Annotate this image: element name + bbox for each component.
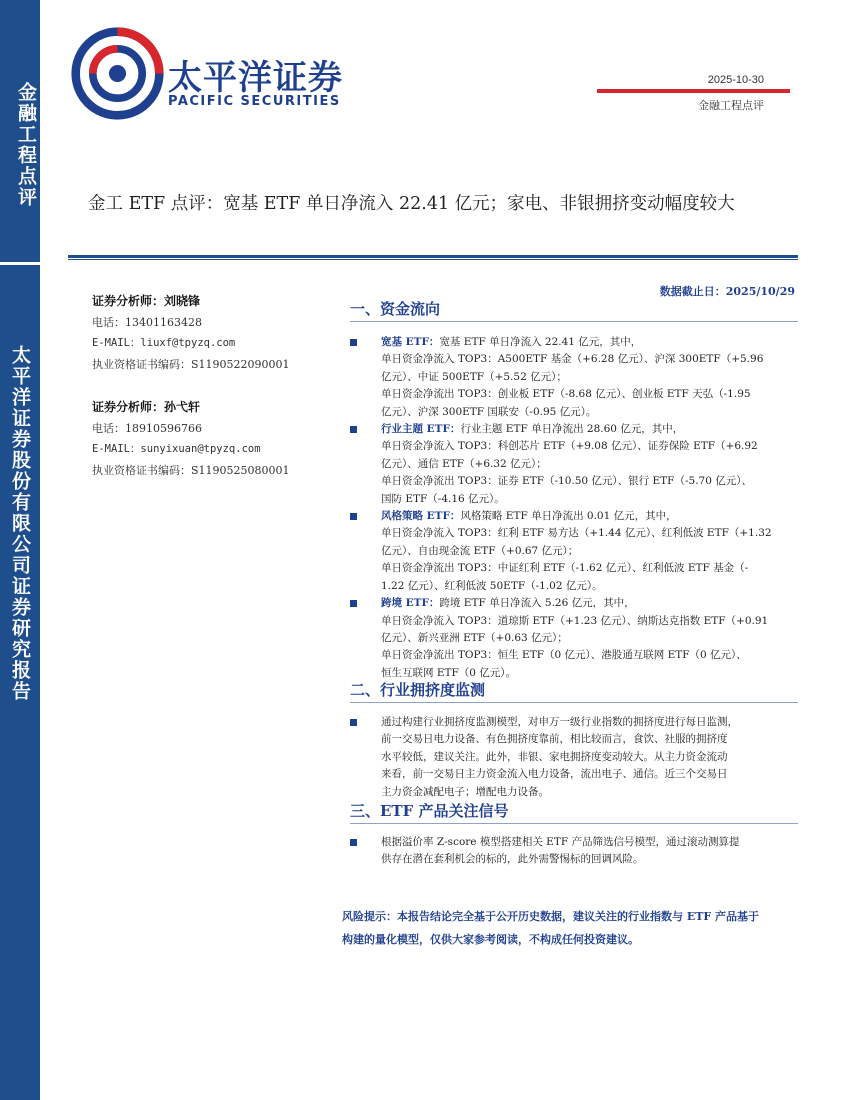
title-divider-thin <box>68 259 798 260</box>
item-text: 风格策略 ETF 单日净流出 0.01 亿元，其中， <box>460 510 677 523</box>
square-bullet-icon <box>350 339 357 346</box>
item-text: 单日资金净流出 TOP3：恒生 ETF（0 亿元）、港股通互联网 ETF（0 亿元）、 <box>381 649 747 662</box>
item-text: 亿元）、中证 500ETF（+5.52 亿元）； <box>381 370 567 383</box>
square-bullet-icon <box>350 719 357 726</box>
analyst-phone: 电话：18910596766 <box>92 422 202 435</box>
section-heading-fund-flow: 一、资金流向 <box>350 300 441 318</box>
item-text: 单日资金净流出 TOP3：中证红利 ETF（-1.62 亿元）、红利低波 ETF 基金（- <box>381 562 749 575</box>
section-heading-etf-signal: 三、ETF 产品关注信号 <box>350 802 509 820</box>
item-text: 国防 ETF（-4.16 亿元）。 <box>381 492 505 505</box>
square-bullet-icon <box>350 839 357 846</box>
item-text: 1.22 亿元）、红利低波 50ETF（-1.02 亿元）。 <box>381 579 603 592</box>
section-rule <box>350 702 798 703</box>
list-item <box>350 595 800 682</box>
analyst-name: 证券分析师：孙弋轩 <box>92 400 201 414</box>
item-text: 单日资金净流入 TOP3：A500ETF 基金（+6.28 亿元）、沪深 300ETF（+5.96 <box>381 353 764 366</box>
item-text: 来看，前一交易日主力资金流入电力设备，流出电子、通信。近三个交易日 <box>381 768 728 781</box>
analyst-license: 执业资格证书编码：S1190522090001 <box>92 358 290 371</box>
item-text: 前一交易日电力设备、有色拥挤度靠前，相比较而言，食饮、社服的拥挤度 <box>381 733 728 746</box>
item-text: 通过构建行业拥挤度监测模型，对申万一级行业指数的拥挤度进行每日监测， <box>381 716 738 728</box>
section-rule <box>350 321 798 322</box>
list-item <box>350 421 800 508</box>
item-text: 单日资金净流入 TOP3：道琼斯 ETF（+1.23 亿元）、纳斯达克指数 ETF（+0.91 <box>381 614 769 627</box>
item-text: 主力资金减配电子；增配电力设备。 <box>381 785 549 798</box>
risk-warning <box>342 905 812 951</box>
report-title: 金工 ETF 点评：宽基 ETF 单日净流入 22.41 亿元；家电、非银拥挤变动幅度较大 <box>88 194 735 214</box>
analyst-email[interactable]: E-MAIL：liuxf@tpyzq.com <box>92 337 236 349</box>
item-label: 风格策略 ETF： <box>381 510 461 523</box>
item-text: 单日资金净流出 TOP3：创业板 ETF（-8.68 亿元）、创业板 ETF 天弘（-1.95 <box>381 388 751 401</box>
fund-flow-list <box>350 334 800 682</box>
square-bullet-icon <box>350 426 357 433</box>
item-text: 宽基 ETF 单日净流入 22.41 亿元，其中， <box>439 336 642 348</box>
analyst-card <box>92 291 290 375</box>
analyst-card <box>92 397 290 481</box>
title-divider <box>68 255 798 258</box>
company-logo-icon <box>70 26 165 121</box>
item-text: 跨境 ETF 单日净流入 5.26 亿元，其中， <box>439 597 635 610</box>
document-type: 金融工程点评 <box>698 99 764 112</box>
item-text: 亿元）、新兴亚洲 ETF（+0.63 亿元）； <box>381 631 568 644</box>
analyst-phone: 电话：13401163428 <box>92 316 202 329</box>
item-text: 亿元）、沪深 300ETF 国联安（-0.95 亿元）。 <box>381 405 597 418</box>
crowding-paragraph <box>350 714 800 801</box>
item-text: 水平较低，建议关注。此外，非银、家电拥挤度变动较大。从主力资金流动 <box>381 750 728 763</box>
sidebar-divider <box>0 262 40 265</box>
item-text: 根据溢价率 Z-score 模型搭建相关 ETF 产品筛选信号模型，通过滚动测算提 <box>381 836 740 848</box>
item-text: 恒生互联网 ETF（0 亿元）。 <box>381 666 517 679</box>
analyst-email[interactable]: E-MAIL：sunyixuan@tpyzq.com <box>92 443 261 455</box>
item-text: 单日资金净流入 TOP3：科创芯片 ETF（+9.08 亿元）、证券保险 ETF（+6.92 <box>381 440 758 453</box>
sidebar-top-label: 金融工程点评 <box>15 82 37 208</box>
item-text: 供存在潜在套利机会的标的，此外需警惕标的回调风险。 <box>381 853 644 866</box>
square-bullet-icon <box>350 513 357 520</box>
data-cutoff-date: 数据截止日：2025/10/29 <box>659 285 795 298</box>
item-text: 亿元）、自由现金流 ETF（+0.67 亿元）； <box>381 544 579 557</box>
item-label: 宽基 ETF： <box>381 336 440 348</box>
item-text: 单日资金净流出 TOP3：证券 ETF（-10.50 亿元）、银行 ETF（-5.70 亿元）、 <box>381 475 752 488</box>
section-heading-crowding: 二、行业拥挤度监测 <box>350 681 486 699</box>
item-text: 行业主题 ETF 单日净流出 28.60 亿元，其中， <box>460 423 684 436</box>
square-bullet-icon <box>350 600 357 607</box>
risk-warning-line: 风险提示：本报告结论完全基于公开历史数据，建议关注的行业指数与 ETF 产品基于 <box>342 910 760 923</box>
list-item <box>350 508 800 595</box>
item-label: 跨境 ETF： <box>381 597 440 610</box>
analyst-license: 执业资格证书编码：S1190525080001 <box>92 464 290 477</box>
brand-name-cn: 太平洋证券 <box>168 58 343 98</box>
report-date: 2025-10-30 <box>707 74 764 86</box>
list-item <box>350 834 800 869</box>
brand-name-en: PACIFIC SECURITIES <box>168 94 341 109</box>
section-rule <box>350 823 798 824</box>
risk-warning-line: 构建的量化模型，仅供大家参考阅读，不构成任何投资建议。 <box>342 933 639 946</box>
sidebar-bottom-label: 太平洋证券股份有限公司证券研究报告 <box>9 345 31 702</box>
header-accent-line <box>597 89 790 93</box>
item-text: 单日资金净流入 TOP3：红利 ETF 易方达（+1.44 亿元）、红利低波 ETF（+1.32 <box>381 527 772 540</box>
item-label: 行业主题 ETF： <box>381 423 461 436</box>
list-item <box>350 714 800 801</box>
list-item <box>350 334 800 421</box>
item-text: 亿元）、通信 ETF（+6.32 亿元）； <box>381 457 547 470</box>
analyst-name: 证券分析师：刘晓锋 <box>92 294 201 308</box>
etf-signal-paragraph <box>350 834 800 869</box>
